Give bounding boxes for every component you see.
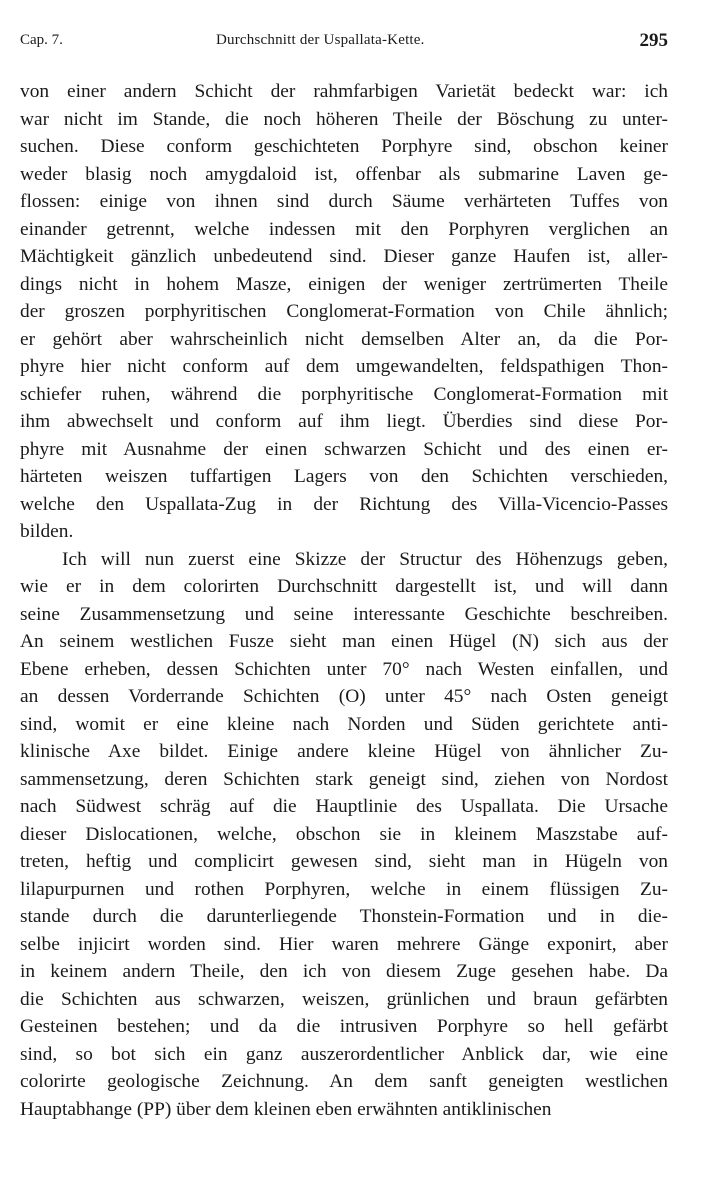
text-line: er gehört aber wahrscheinlich nicht demselben Alter an, da die Por- — [20, 328, 668, 350]
text-line: ihm abwechselt und conform auf ihm liegt. Überdies sind diese Por- — [20, 411, 668, 432]
text-line: Gesteinen bestehen; und da die intrusiven Porphyre so hell gefärbt — [20, 1016, 668, 1037]
text-line: stande durch die darunterliegende Thonstein-Formation und in die- — [20, 906, 668, 927]
paragraph — [20, 78, 668, 546]
text-line: an dessen Vorderrande Schichten (O) unter 45° nach Osten geneigt — [20, 686, 668, 707]
text-line: An seinem westlichen Fusze sieht man einen Hügel (N) sich aus der — [20, 631, 668, 652]
text-line: von einer andern Schicht der rahmfarbigen Varietät bedeckt war: ich — [20, 81, 668, 102]
text-line: seine Zusammensetzung und seine interessante Geschichte beschreiben. — [20, 603, 668, 625]
text-line: sind, womit er eine kleine nach Norden und Süden gerichtete anti- — [20, 713, 668, 735]
text-line: Mächtigkeit gänzlich unbedeutend sind. Dieser ganze Haufen ist, aller- — [20, 246, 668, 267]
page-number: 295 — [639, 30, 668, 51]
text-line: war nicht im Stande, die noch höheren Theile der Böschung zu unter- — [20, 108, 668, 130]
text-line: flossen: einige von ihnen sind durch Säume verhärteten Tuffes von — [20, 191, 668, 212]
text-line: klinische Axe bildet. Einige andere kleine Hügel von ähnlicher Zu- — [20, 741, 668, 762]
text-line: einander getrennt, welche indessen mit den Porphyren verglichen an — [20, 218, 668, 240]
text-line: phyre hier nicht conform auf dem umgewandelten, feldspathigen Thon- — [20, 356, 668, 377]
running-title: Durchschnitt der Uspallata-Kette. — [216, 32, 425, 48]
text-line: der groszen porphyritischen Conglomerat-Formation von Chile ähnlich; — [20, 301, 668, 322]
text-line: schiefer ruhen, während die porphyritische Conglomerat-Formation mit — [20, 383, 668, 405]
text-line: die Schichten aus schwarzen, weiszen, grünlichen und braun gefärbten — [20, 988, 668, 1010]
text-line: härteten weiszen tuffartigen Lagers von den Schichten verschieden, — [20, 466, 668, 487]
text-line: treten, heftig und complicirt gewesen sind, sieht man in Hügeln von — [20, 851, 668, 872]
text-line: sind, so bot sich ein ganz auszerordentlicher Anblick dar, wie eine — [20, 1043, 668, 1065]
text-line: bilden. — [20, 521, 74, 542]
text-line: sammensetzung, deren Schichten stark geneigt sind, ziehen von Nordost — [20, 768, 668, 790]
chapter-label: Cap. 7. — [20, 32, 63, 48]
body-text — [20, 78, 668, 1123]
book-page — [20, 30, 668, 1123]
text-line: nach Südwest schräg auf die Hauptlinie des Uspallata. Die Ursache — [20, 796, 668, 817]
text-line: phyre mit Ausnahme der einen schwarzen Schicht und des einen er- — [20, 438, 668, 460]
page-header — [20, 30, 668, 56]
text-line: Ebene erheben, dessen Schichten unter 70° nach Westen einfallen, und — [20, 658, 668, 680]
text-line: colorirte geologische Zeichnung. An dem sanft geneigten westlichen — [20, 1071, 668, 1092]
text-line: Ich will nun zuerst eine Skizze der Structur des Höhenzugs geben, — [62, 548, 668, 570]
text-line: suchen. Diese conform geschichteten Porphyre sind, obschon keiner — [20, 136, 668, 157]
text-line: dings nicht in hohem Masze, einigen der weniger zertrümerten Theile — [20, 273, 668, 295]
text-line: dieser Dislocationen, welche, obschon sie in kleinem Maszstabe auf- — [20, 823, 668, 845]
text-line: lilapurpurnen und rothen Porphyren, welche in einem flüssigen Zu- — [20, 878, 668, 900]
text-line: Hauptabhange (PP) über dem kleinen eben erwähnten antiklinischen — [20, 1098, 552, 1120]
text-line: weder blasig noch amygdaloid ist, offenbar als submarine Laven ge- — [20, 163, 668, 185]
text-line: wie er in dem colorirten Durchschnitt dargestellt ist, und will dann — [20, 576, 668, 597]
text-line: selbe injicirt worden sind. Hier waren mehrere Gänge exponirt, aber — [20, 933, 668, 955]
paragraph — [20, 546, 668, 1124]
text-line: welche den Uspallata-Zug in der Richtung des Villa-Vicencio-Passes — [20, 493, 668, 515]
text-line: in keinem andern Theile, den ich von diesem Zuge gesehen habe. Da — [20, 961, 668, 982]
